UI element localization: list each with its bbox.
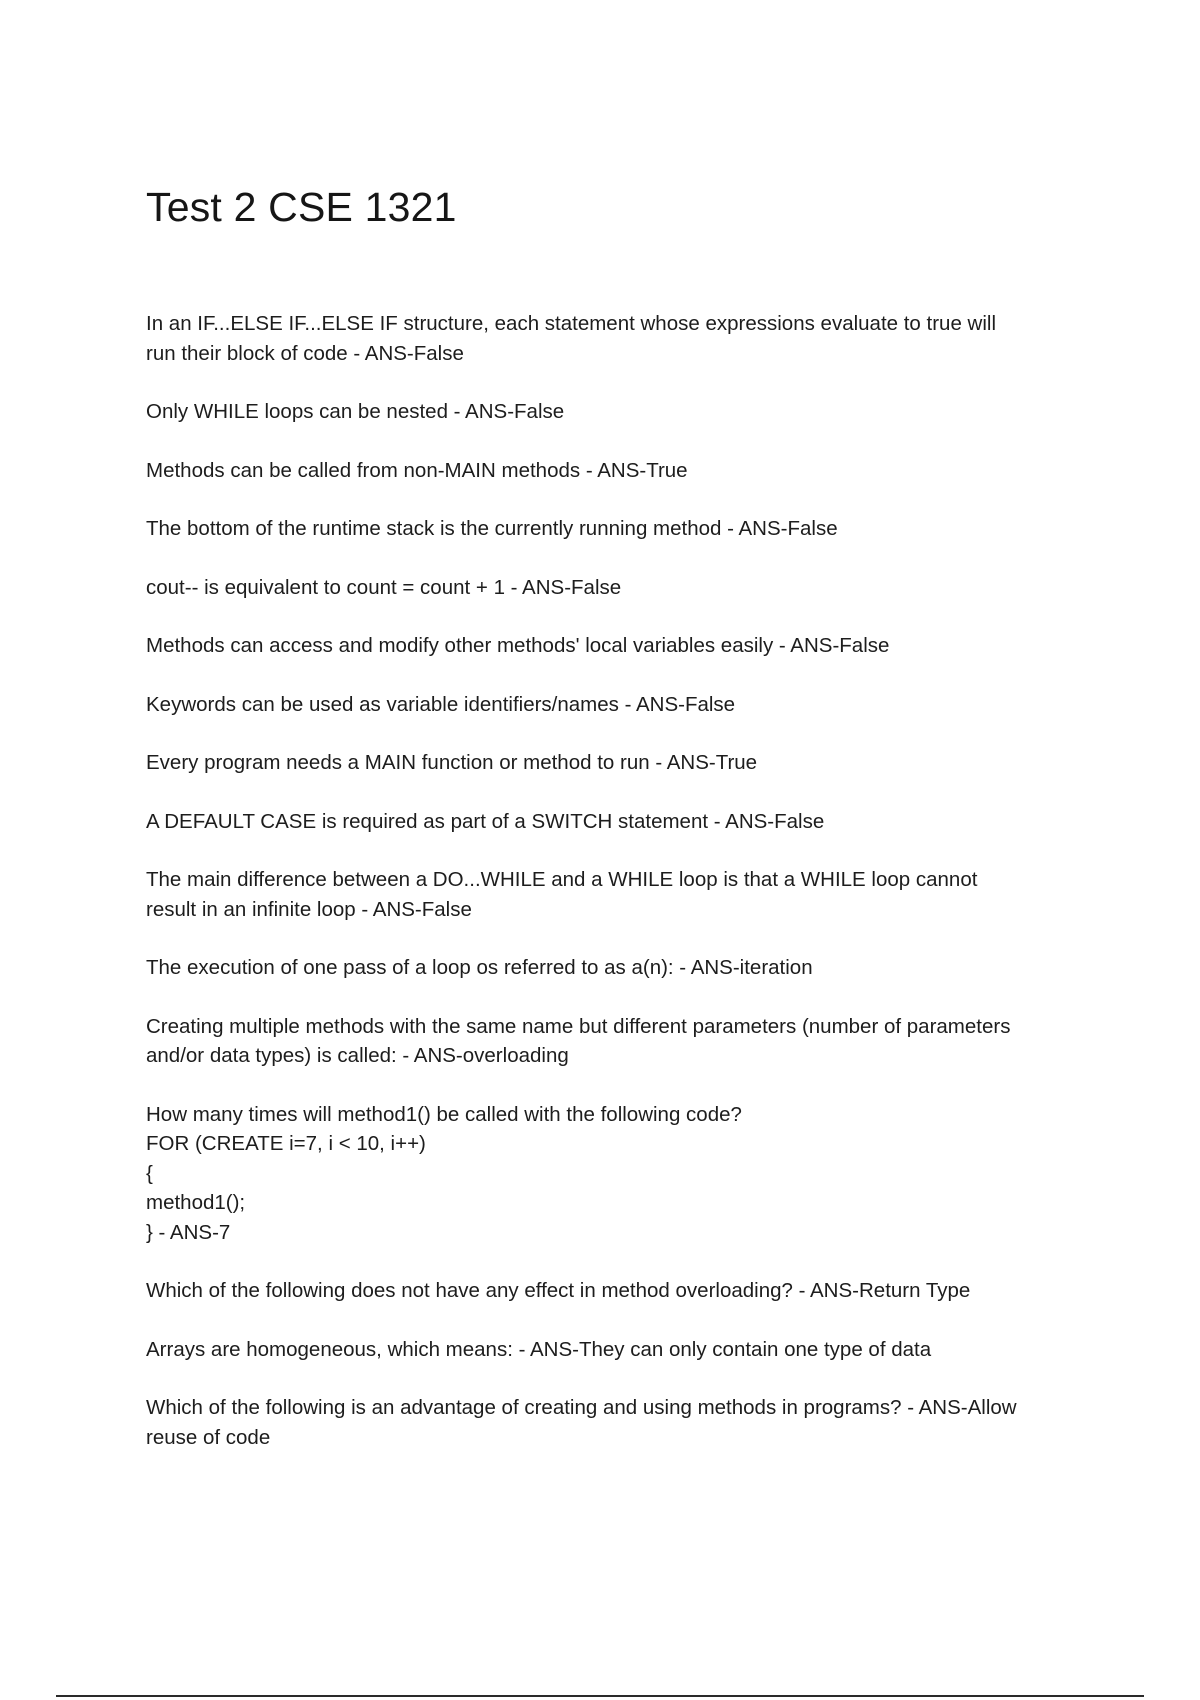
- qa-item: A DEFAULT CASE is required as part of a SWITCH statement - ANS-False: [146, 809, 825, 833]
- qa-item: The bottom of the runtime stack is the currently running method - ANS-False: [146, 517, 838, 540]
- qa-item: Which of the following is an advantage of creating and using methods in programs? - ANS-Allow reuse of code: [146, 1396, 1017, 1449]
- footer-divider: [56, 1695, 1144, 1697]
- qa-item: Methods can be called from non-MAIN methods - ANS-True: [146, 458, 688, 482]
- qa-item: The main difference between a DO...WHILE and a WHILE loop is that a WHILE loop cannot result in an infinite loop - ANS-False: [146, 868, 978, 921]
- qa-item: The execution of one pass of a loop os referred to as a(n): - ANS-iteration: [146, 956, 813, 979]
- qa-item: Only WHILE loops can be nested - ANS-False: [146, 400, 565, 423]
- qa-item: Which of the following does not have any effect in method overloading? - ANS-Return Type: [146, 1279, 971, 1302]
- question-answer-list: [146, 309, 1096, 1481]
- qa-item: cout-- is equivalent to count = count + 1 - ANS-False: [146, 575, 622, 599]
- qa-item: Creating multiple methods with the same name but different parameters (number of parameters and/or data types) is called: - ANS-overloading: [146, 1014, 1011, 1067]
- qa-item: Keywords can be used as variable identifiers/names - ANS-False: [146, 692, 736, 716]
- qa-item: Methods can access and modify other methods' local variables easily - ANS-False: [146, 634, 890, 657]
- qa-item: How many times will method1() be called with the following code? FOR (CREATE i=7, i < 10, i++) { method1(); } - ANS-7: [146, 1102, 742, 1244]
- qa-item: Arrays are homogeneous, which means: - ANS-They can only contain one type of data: [146, 1337, 932, 1361]
- page-title: Test 2 CSE 1321: [146, 184, 457, 230]
- qa-item: Every program needs a MAIN function or method to run - ANS-True: [146, 751, 758, 774]
- qa-item: In an IF...ELSE IF...ELSE IF structure, each statement whose expressions evaluate to true will run their block of code - ANS-False: [146, 312, 997, 365]
